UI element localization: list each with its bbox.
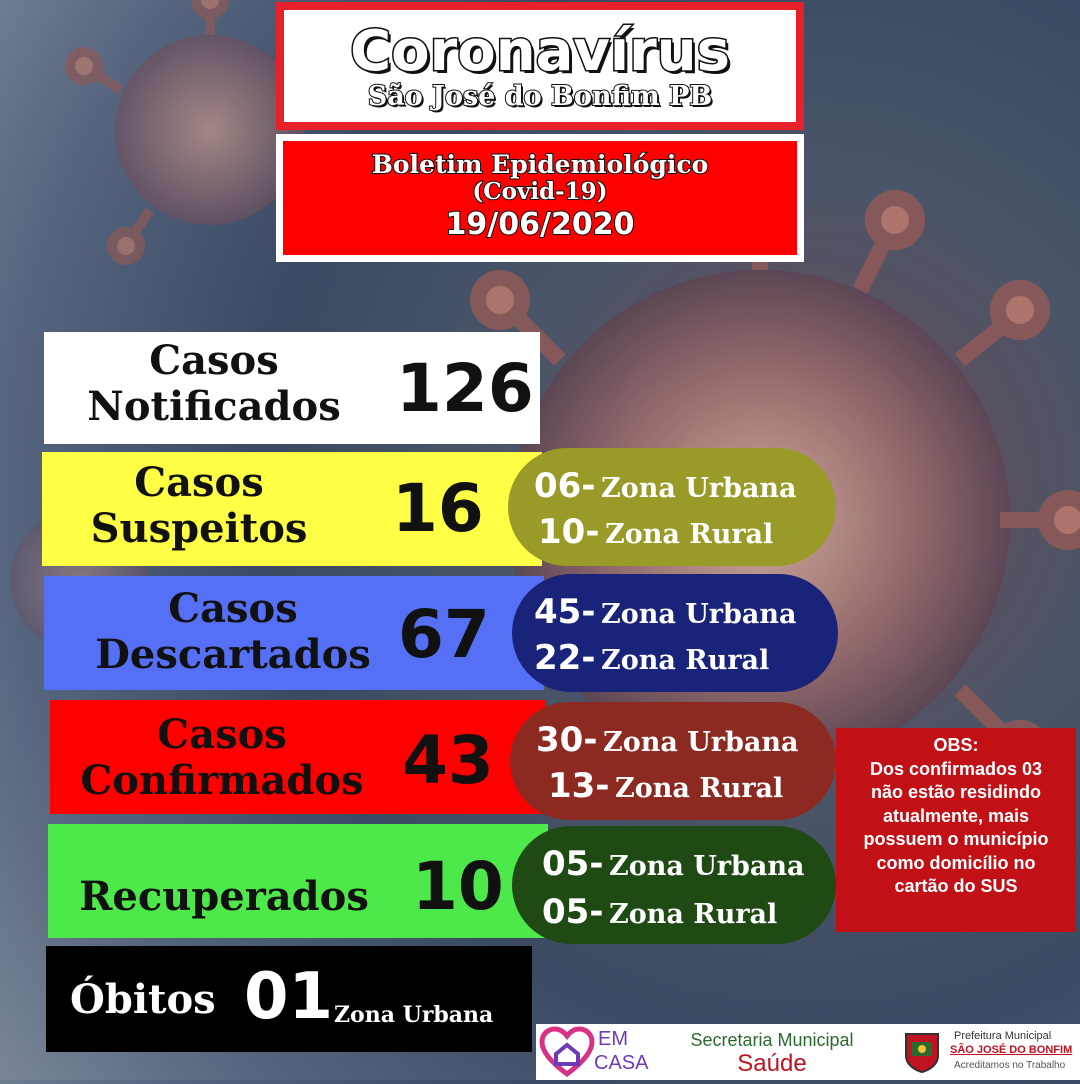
secretaria-logo: [652, 1024, 892, 1080]
stat-label: Casos Confirmados: [80, 711, 364, 804]
breakdown-pill-suspeitos: 06- Zona Urbana 10- Zona Rural: [508, 448, 836, 566]
stat-row-suspeitos: [42, 452, 542, 566]
obs-line: Dos confirmados 03: [869, 758, 1043, 779]
page-title: Coronavírus: [350, 19, 730, 84]
obs-line: possuem o município: [863, 829, 1049, 849]
obs-title: OBS:: [933, 735, 979, 755]
stat-value: 126: [396, 350, 534, 427]
stat-value: 16: [392, 470, 484, 547]
stat-value: 10: [412, 848, 504, 925]
slogan-text: Acreditamos no Trabalho: [954, 1060, 1066, 1071]
stat-row-descartados: [44, 576, 544, 690]
stat-row-confirmados: [50, 700, 546, 814]
stat-row-recuperados: [48, 824, 548, 938]
stat-value: 67: [398, 596, 490, 673]
breakdown-pill-descartados: 45- Zona Urbana 22- Zona Rural: [512, 574, 838, 692]
obitos-value: 01: [244, 960, 334, 1034]
stat-value: 43: [402, 722, 494, 799]
saude-text: Saúde: [737, 1050, 807, 1077]
stat-label: Casos Notificados: [87, 337, 341, 430]
secretaria-text: Secretaria Municipal: [690, 1030, 854, 1050]
bulletin-title: Boletim Epidemiológico: [371, 150, 709, 179]
breakdown-pill-recuperados: 05- Zona Urbana 05- Zona Rural: [512, 826, 836, 944]
bulletin-date: 19/06/2020: [445, 207, 635, 242]
obs-line: não estão residindo: [870, 782, 1042, 802]
header-bulletin-box: [276, 134, 804, 262]
header-title-box: [276, 2, 804, 130]
obs-note: [836, 728, 1076, 932]
obs-line: como domicílio no: [876, 852, 1036, 873]
obs-line: atualmente, mais: [882, 805, 1030, 826]
city-name-text: SÃO JOSÉ DO BONFIM: [950, 1044, 1073, 1056]
stat-row-obitos: [46, 946, 532, 1052]
house-heart-icon: [538, 1024, 596, 1080]
em-casa-logo: [536, 1024, 648, 1080]
city-subtitle: São José do Bonfim PB: [367, 81, 713, 112]
prefeitura-logo: [892, 1024, 1080, 1080]
stat-label: Recuperados: [79, 873, 369, 920]
breakdown-pill-confirmados: 30- Zona Urbana 13- Zona Rural: [510, 702, 836, 820]
obs-line: cartão do SUS: [894, 876, 1018, 896]
city-crest-icon: [902, 1030, 942, 1074]
bulletin-subtitle: (Covid-19): [472, 178, 608, 205]
stat-label: Casos Descartados: [95, 585, 371, 678]
prefeitura-text: Prefeitura Municipal: [954, 1030, 1052, 1042]
em-text: EM: [598, 1028, 628, 1050]
obitos-zone: Zona Urbana: [334, 1002, 494, 1028]
stat-row-notificados: [44, 332, 540, 444]
footer-logos: [536, 1024, 1080, 1080]
casa-text: CASA: [594, 1052, 649, 1074]
stat-label: Casos Suspeitos: [90, 459, 308, 552]
obitos-label: Óbitos: [70, 976, 216, 1023]
